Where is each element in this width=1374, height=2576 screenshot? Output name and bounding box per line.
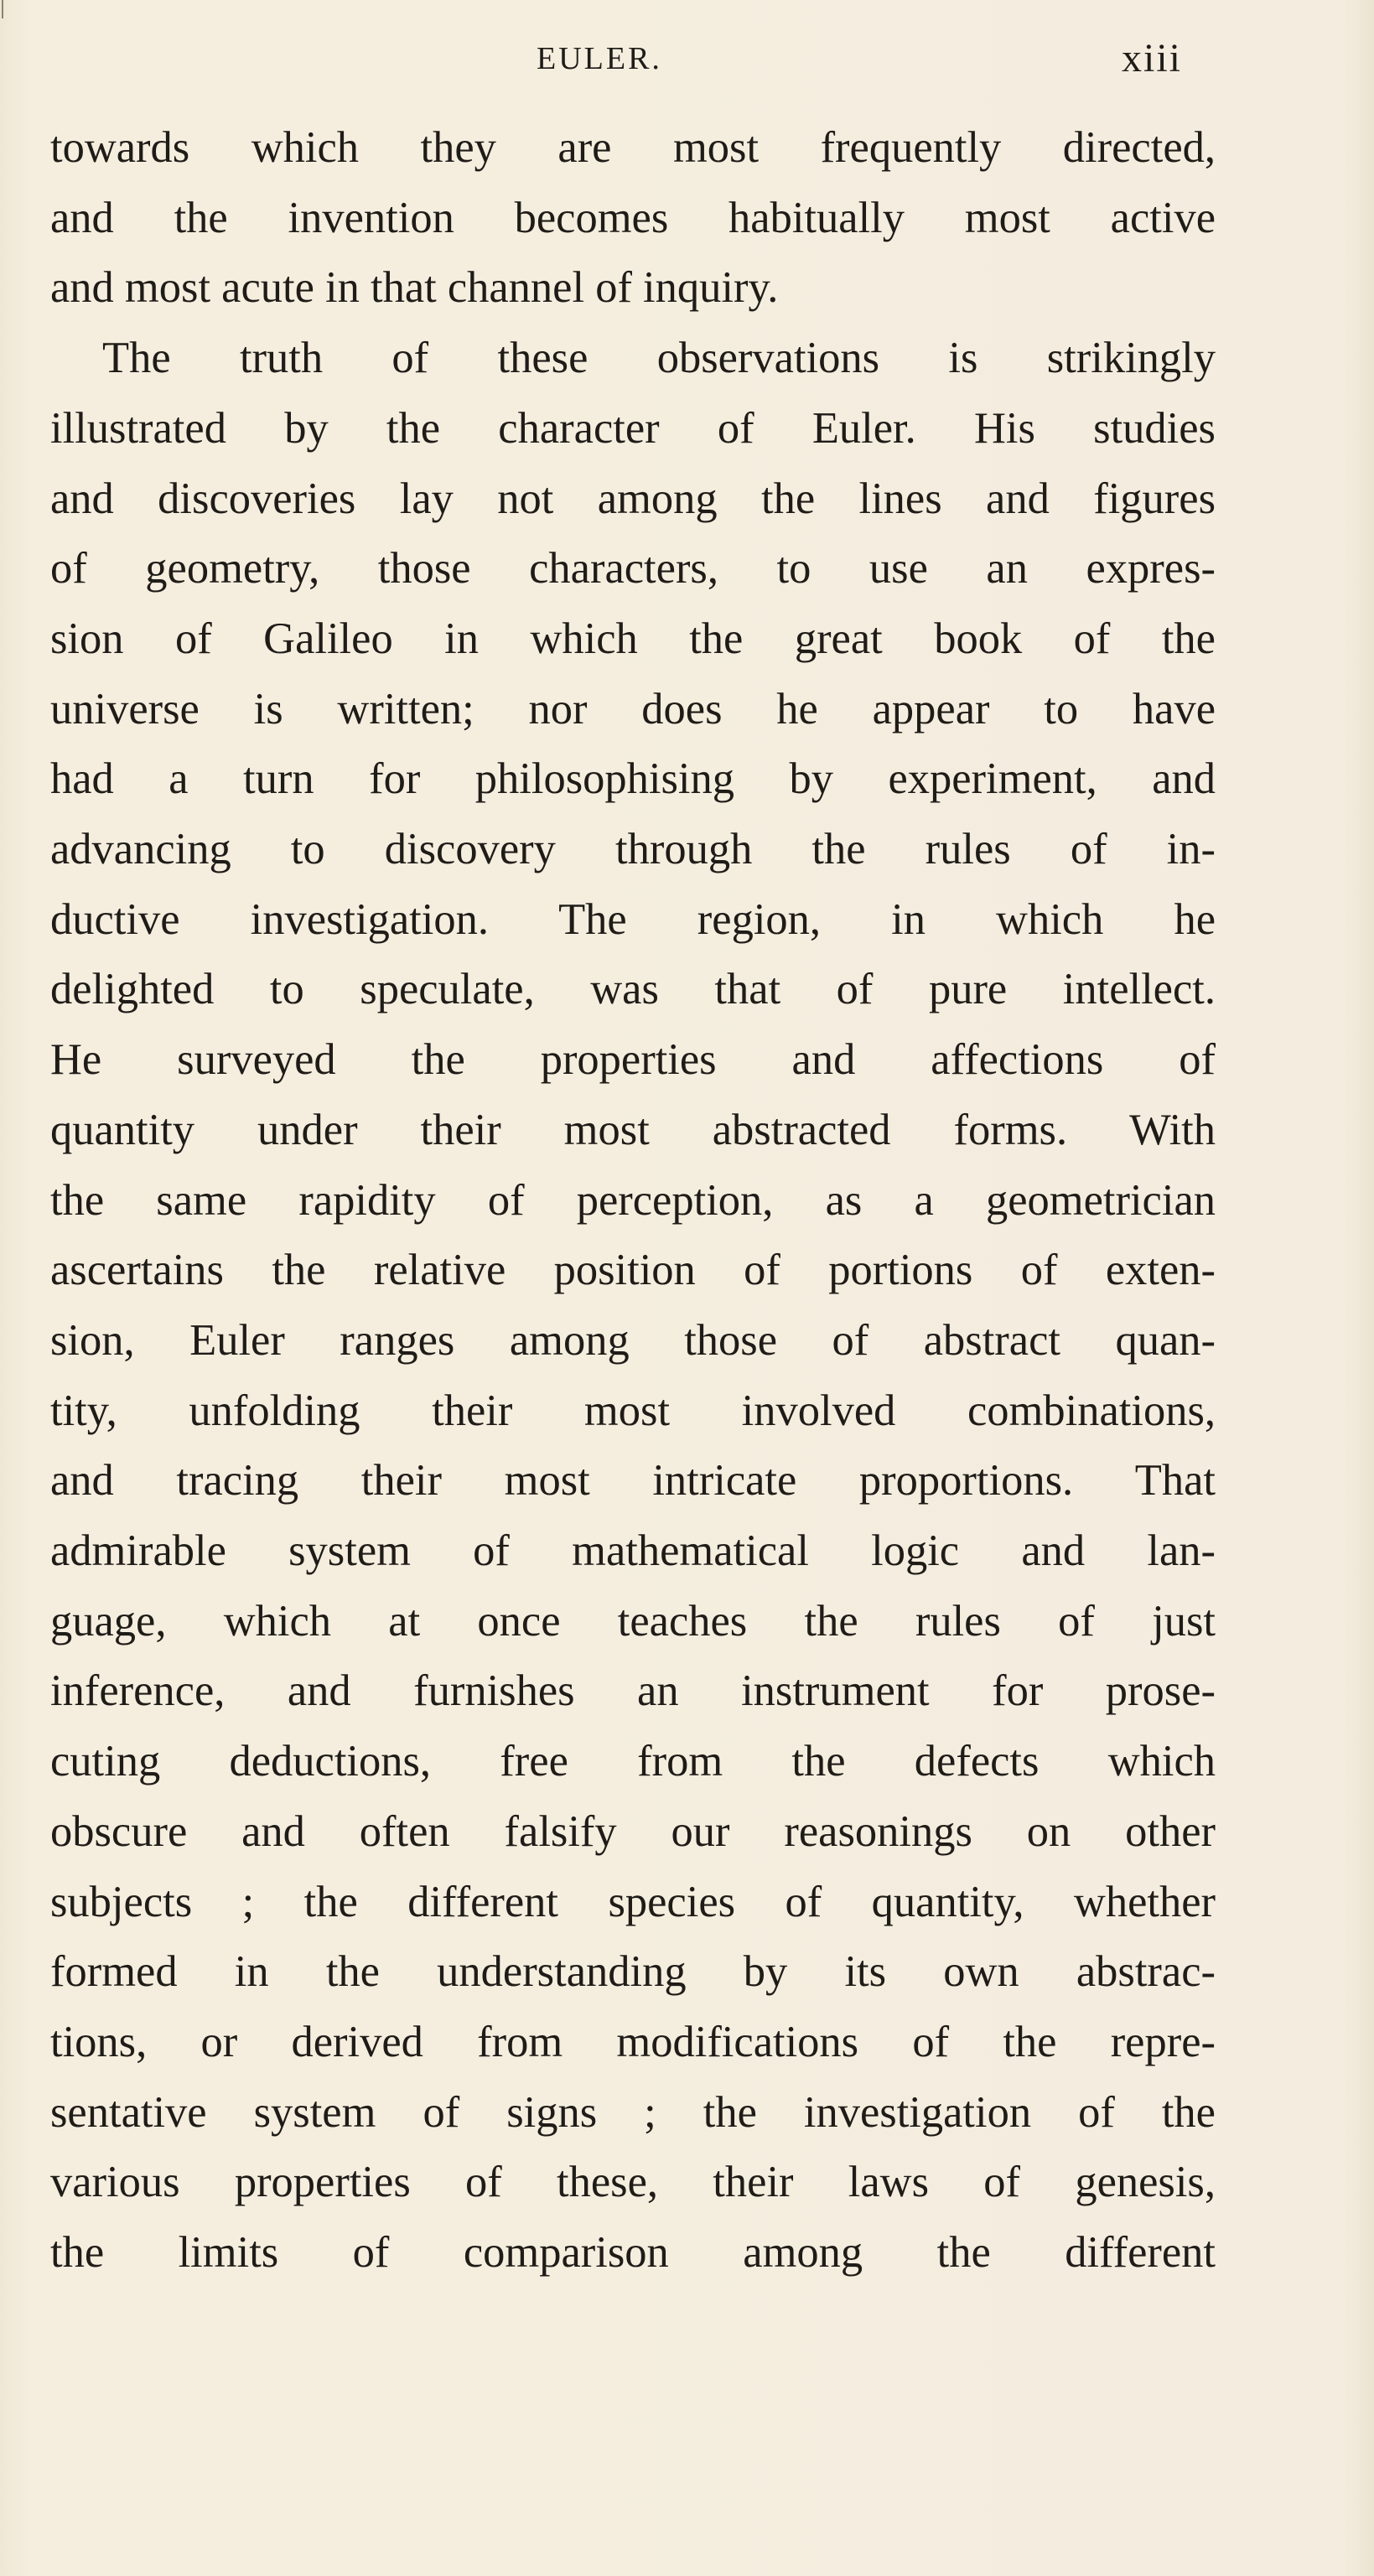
text-line: of geometry, those characters, to use an expres- — [50, 544, 1216, 593]
text-line: and the invention becomes habitually most active — [50, 193, 1216, 242]
text-line: advancing to discovery through the rules of in- — [50, 825, 1216, 874]
text-line: ductive investigation. The region, in which he — [50, 894, 1216, 944]
text-line: He surveyed the properties and affections of — [50, 1035, 1216, 1085]
text-line: the limits of comparison among the different — [50, 2228, 1216, 2278]
text-line: various properties of these, their laws of genesis, — [50, 2158, 1216, 2207]
text-line: cuting deductions, free from the defects which — [50, 1737, 1216, 1786]
text-line: the same rapidity of perception, as a geometrician — [50, 1175, 1216, 1225]
text-line: and tracing their most intricate proportions. That — [50, 1456, 1216, 1506]
margin-mark — [2, 0, 3, 18]
body-text — [50, 113, 1216, 2288]
text-line: delighted to speculate, was that of pure intellect. — [50, 965, 1216, 1014]
text-line: sion, Euler ranges among those of abstract quan- — [50, 1315, 1216, 1365]
running-head — [50, 34, 1224, 84]
text-line: guage, which at once teaches the rules of just — [50, 1596, 1216, 1646]
text-line: ascertains the relative position of portions of exten- — [50, 1246, 1216, 1295]
paragraph-first-line: The truth of these observations is strikingly — [102, 334, 1216, 383]
text-line: subjects ; the different species of quantity, whether — [50, 1877, 1216, 1926]
text-line: quantity under their most abstracted forms. With — [50, 1105, 1216, 1154]
text-line: towards which they are most frequently directed, — [50, 123, 1216, 172]
text-line: formed in the understanding by its own abstrac- — [50, 1947, 1216, 1997]
text-line: had a turn for philosophising by experiment, and — [50, 754, 1216, 804]
running-title: EULER. — [537, 41, 662, 76]
text-line: sion of Galileo in which the great book of the — [50, 614, 1216, 663]
text-line: sentative system of signs ; the investigation of the — [50, 2087, 1216, 2137]
text-line: and most acute in that channel of inquiry. — [50, 263, 779, 313]
text-line: universe is written; nor does he appear to have — [50, 684, 1216, 733]
text-line: tity, unfolding their most involved combinations, — [50, 1386, 1216, 1435]
text-line: and discoveries lay not among the lines and figures — [50, 474, 1216, 523]
text-line: admirable system of mathematical logic and lan- — [50, 1526, 1216, 1576]
text-line: inference, and furnishes an instrument for prose- — [50, 1666, 1216, 1716]
text-line: obscure and often falsify our reasonings on other — [50, 1806, 1216, 1856]
text-line: illustrated by the character of Euler. His studies — [50, 403, 1216, 453]
text-line: tions, or derived from modifications of the repre- — [50, 2017, 1216, 2066]
page-number: xiii — [1122, 36, 1183, 80]
